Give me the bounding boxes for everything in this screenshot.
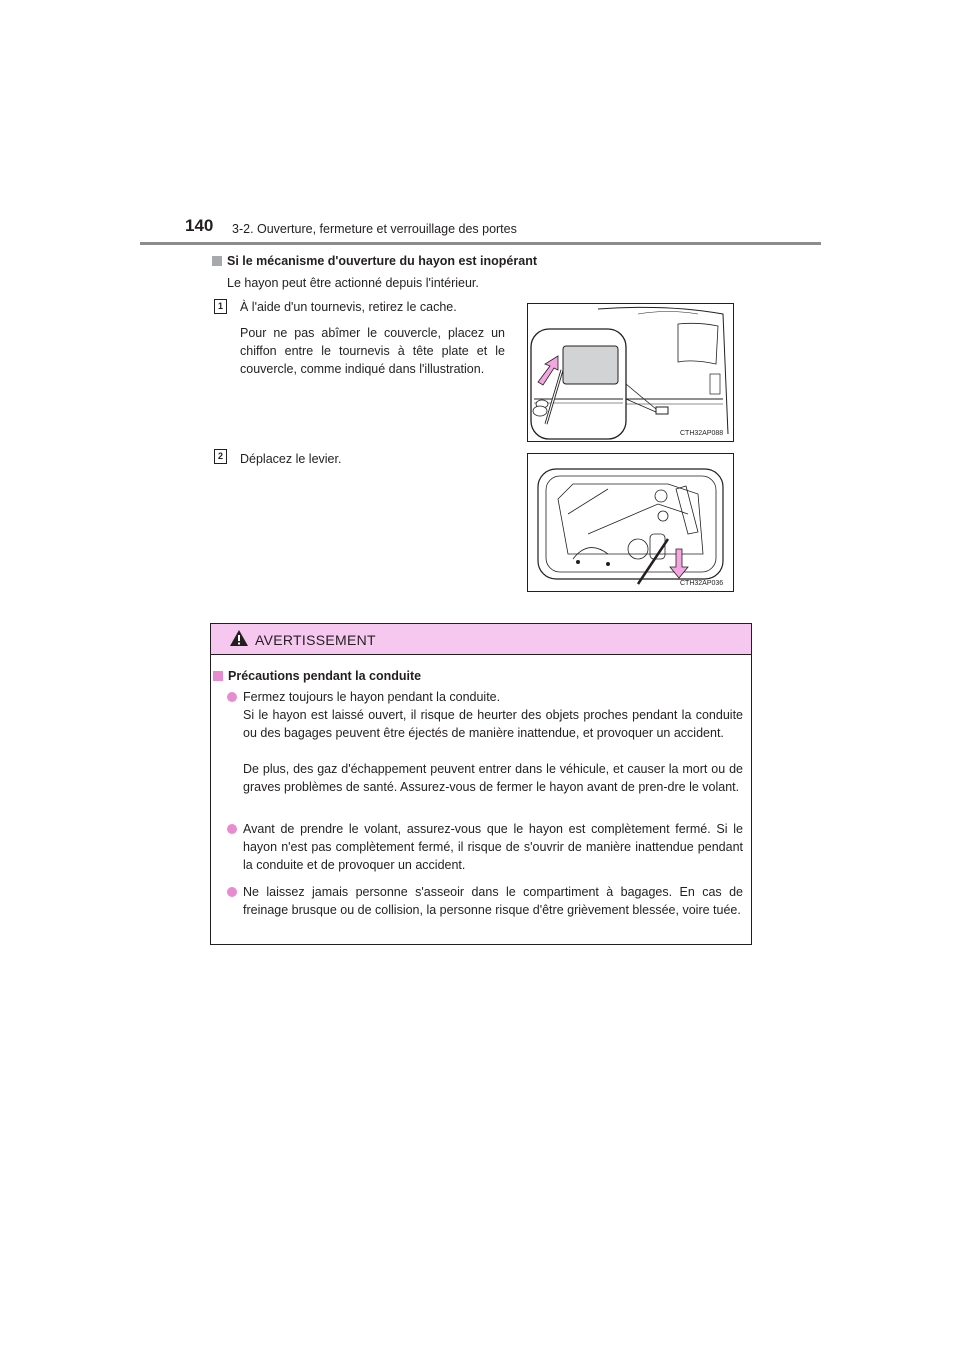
illustration-remove-cover xyxy=(527,303,734,442)
header-divider xyxy=(140,242,821,245)
square-bullet-icon xyxy=(213,671,223,681)
bullet-icon xyxy=(227,887,237,897)
step-2-instruction: Déplacez le levier. xyxy=(240,452,342,466)
warning-triangle-icon xyxy=(229,629,249,647)
section-heading-text: Si le mécanisme d'ouverture du hayon est inopérant xyxy=(227,254,537,268)
page-number: 140 xyxy=(185,216,214,235)
bullet-icon xyxy=(227,824,237,834)
step-number-2: 2 xyxy=(214,449,227,464)
lever-mechanism-drawing xyxy=(528,454,733,591)
step-1-note: Pour ne pas abîmer le couvercle, placez un chiffon entre le tournevis à tête plate et le couvercle, comme indiqué dans l'illustration. xyxy=(240,326,505,376)
illustration-move-lever xyxy=(527,453,734,592)
step-1-instruction: À l'aide d'un tournevis, retirez le cache. xyxy=(240,300,457,314)
warning-subheading xyxy=(213,669,421,683)
tailgate-cover-drawing xyxy=(528,304,733,441)
warning-bullet-1-line-3: De plus, des gaz d'échappement peuvent entrer dans le véhicule, et causer la mort ou de graves problèmes de santé. Assurez-vous de fermer le hayon avant de pren-dre le volant. xyxy=(243,762,743,794)
bullet-icon xyxy=(227,692,237,702)
step-number-1: 1 xyxy=(214,299,227,314)
section-title: 3-2. Ouverture, fermeture et verrouillage des portes xyxy=(232,222,517,236)
warning-title: AVERTISSEMENT xyxy=(255,632,376,648)
square-bullet-icon xyxy=(212,256,222,266)
figure-code-1: CTH32AP088 xyxy=(680,430,724,437)
warning-header xyxy=(211,624,751,655)
warning-bullet-2: Avant de prendre le volant, assurez-vous que le hayon est complètement fermé. Si le hayon n'est pas complètement fermé, il risque de s'ouvrir de manière inattendue pendant la conduite et de provoquer un accident. xyxy=(243,822,743,872)
figure-code-2: CTH32AP036 xyxy=(680,580,724,587)
warning-subheading-text: Précautions pendant la conduite xyxy=(228,669,422,683)
warning-bullet-1-line-2: Si le hayon est laissé ouvert, il risque de heurter des objets proches pendant la conduite ou des bagages peuvent être éjectés de manière inattendue, et provoquer un accident. xyxy=(243,708,743,740)
intro-text: Le hayon peut être actionné depuis l'intérieur. xyxy=(227,276,479,290)
warning-box xyxy=(210,623,752,945)
section-heading xyxy=(212,254,537,268)
warning-bullet-1-line-1: Fermez toujours le hayon pendant la conduite. xyxy=(243,690,501,704)
warning-bullet-3: Ne laissez jamais personne s'asseoir dans le compartiment à bagages. En cas de freinage brusque ou de collision, la personne risque d'être grièvement blessée, voire tuée. xyxy=(243,885,743,917)
